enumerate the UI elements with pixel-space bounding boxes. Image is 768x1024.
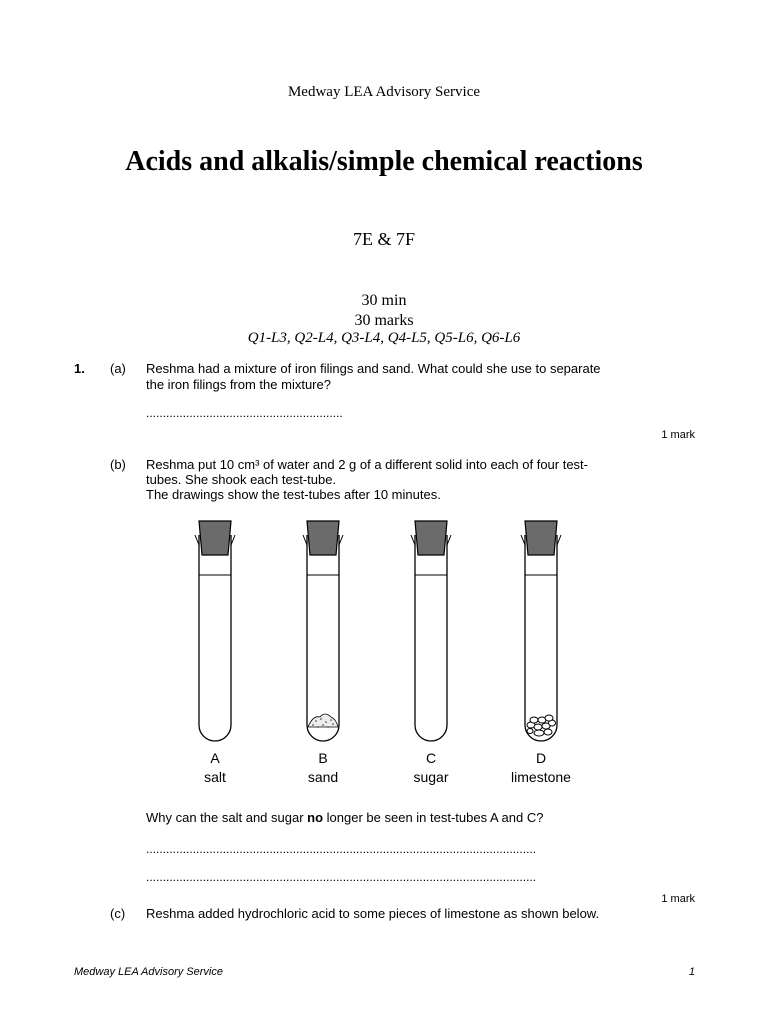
part-b-question [146, 810, 646, 826]
total-marks: 30 marks [354, 312, 414, 329]
part-b-question-start: Why can the salt and sugar [146, 810, 308, 825]
part-b-text-line3: The drawings show the test-tubes after 10 minutes. [146, 487, 441, 502]
tube-substance-b: sand [307, 769, 339, 785]
page-number: 1 [688, 966, 695, 978]
part-a-answer-line[interactable]: ........................................................... [146, 406, 343, 420]
header-organisation: Medway LEA Advisory Service [287, 84, 481, 100]
limestone-pieces [527, 715, 556, 736]
test-tube-b [303, 521, 343, 741]
test-tube-a [195, 521, 235, 741]
part-b-question-end: longer be seen in test-tubes A and C? [323, 810, 544, 825]
unit-codes: 7E & 7F [352, 229, 415, 249]
part-a-label: (a) [110, 361, 126, 376]
page-title: Acids and alkalis/simple chemical reactions [125, 146, 643, 177]
part-b-text-line1: Reshma put 10 cm³ of water and 2 g of a different solid into each of four test- [146, 457, 588, 472]
test-tube-c [411, 521, 451, 741]
part-b-mark: 1 mark [661, 893, 695, 905]
part-b-label: (b) [110, 457, 126, 472]
tube-letter-a: A [210, 750, 220, 766]
question-levels: Q1-L3, Q2-L4, Q3-L4, Q4-L5, Q5-L6, Q6-L6 [247, 330, 521, 346]
test-tubes-diagram [0, 515, 768, 750]
part-c-label: (c) [110, 906, 126, 921]
part-a-mark: 1 mark [661, 429, 695, 441]
part-b-answer-line-1[interactable]: ..................................................................................................................... [146, 842, 537, 856]
tube-substance-a: salt [204, 769, 226, 785]
tube-letter-b: B [318, 750, 328, 766]
test-tube-d [521, 521, 561, 741]
duration: 30 min [361, 292, 407, 309]
footer-organisation: Medway LEA Advisory Service [74, 966, 223, 978]
part-a-text-line1: Reshma had a mixture of iron filings and sand. What could she use to separate [146, 361, 601, 376]
question-number: 1. [74, 361, 85, 376]
part-b-question-emphasis: no [307, 810, 324, 825]
part-b-answer-line-2[interactable]: ..................................................................................................................... [146, 870, 537, 884]
part-a-text-line2: the iron filings from the mixture? [146, 377, 331, 392]
part-b-text-line2: tubes. She shook each test-tube. [146, 472, 337, 487]
tube-letter-d: D [535, 750, 547, 766]
tube-substance-d: limestone [511, 769, 571, 785]
part-c-text: Reshma added hydrochloric acid to some pieces of limestone as shown below. [146, 906, 600, 921]
tube-substance-c: sugar [413, 769, 449, 785]
tube-letter-c: C [425, 750, 437, 766]
